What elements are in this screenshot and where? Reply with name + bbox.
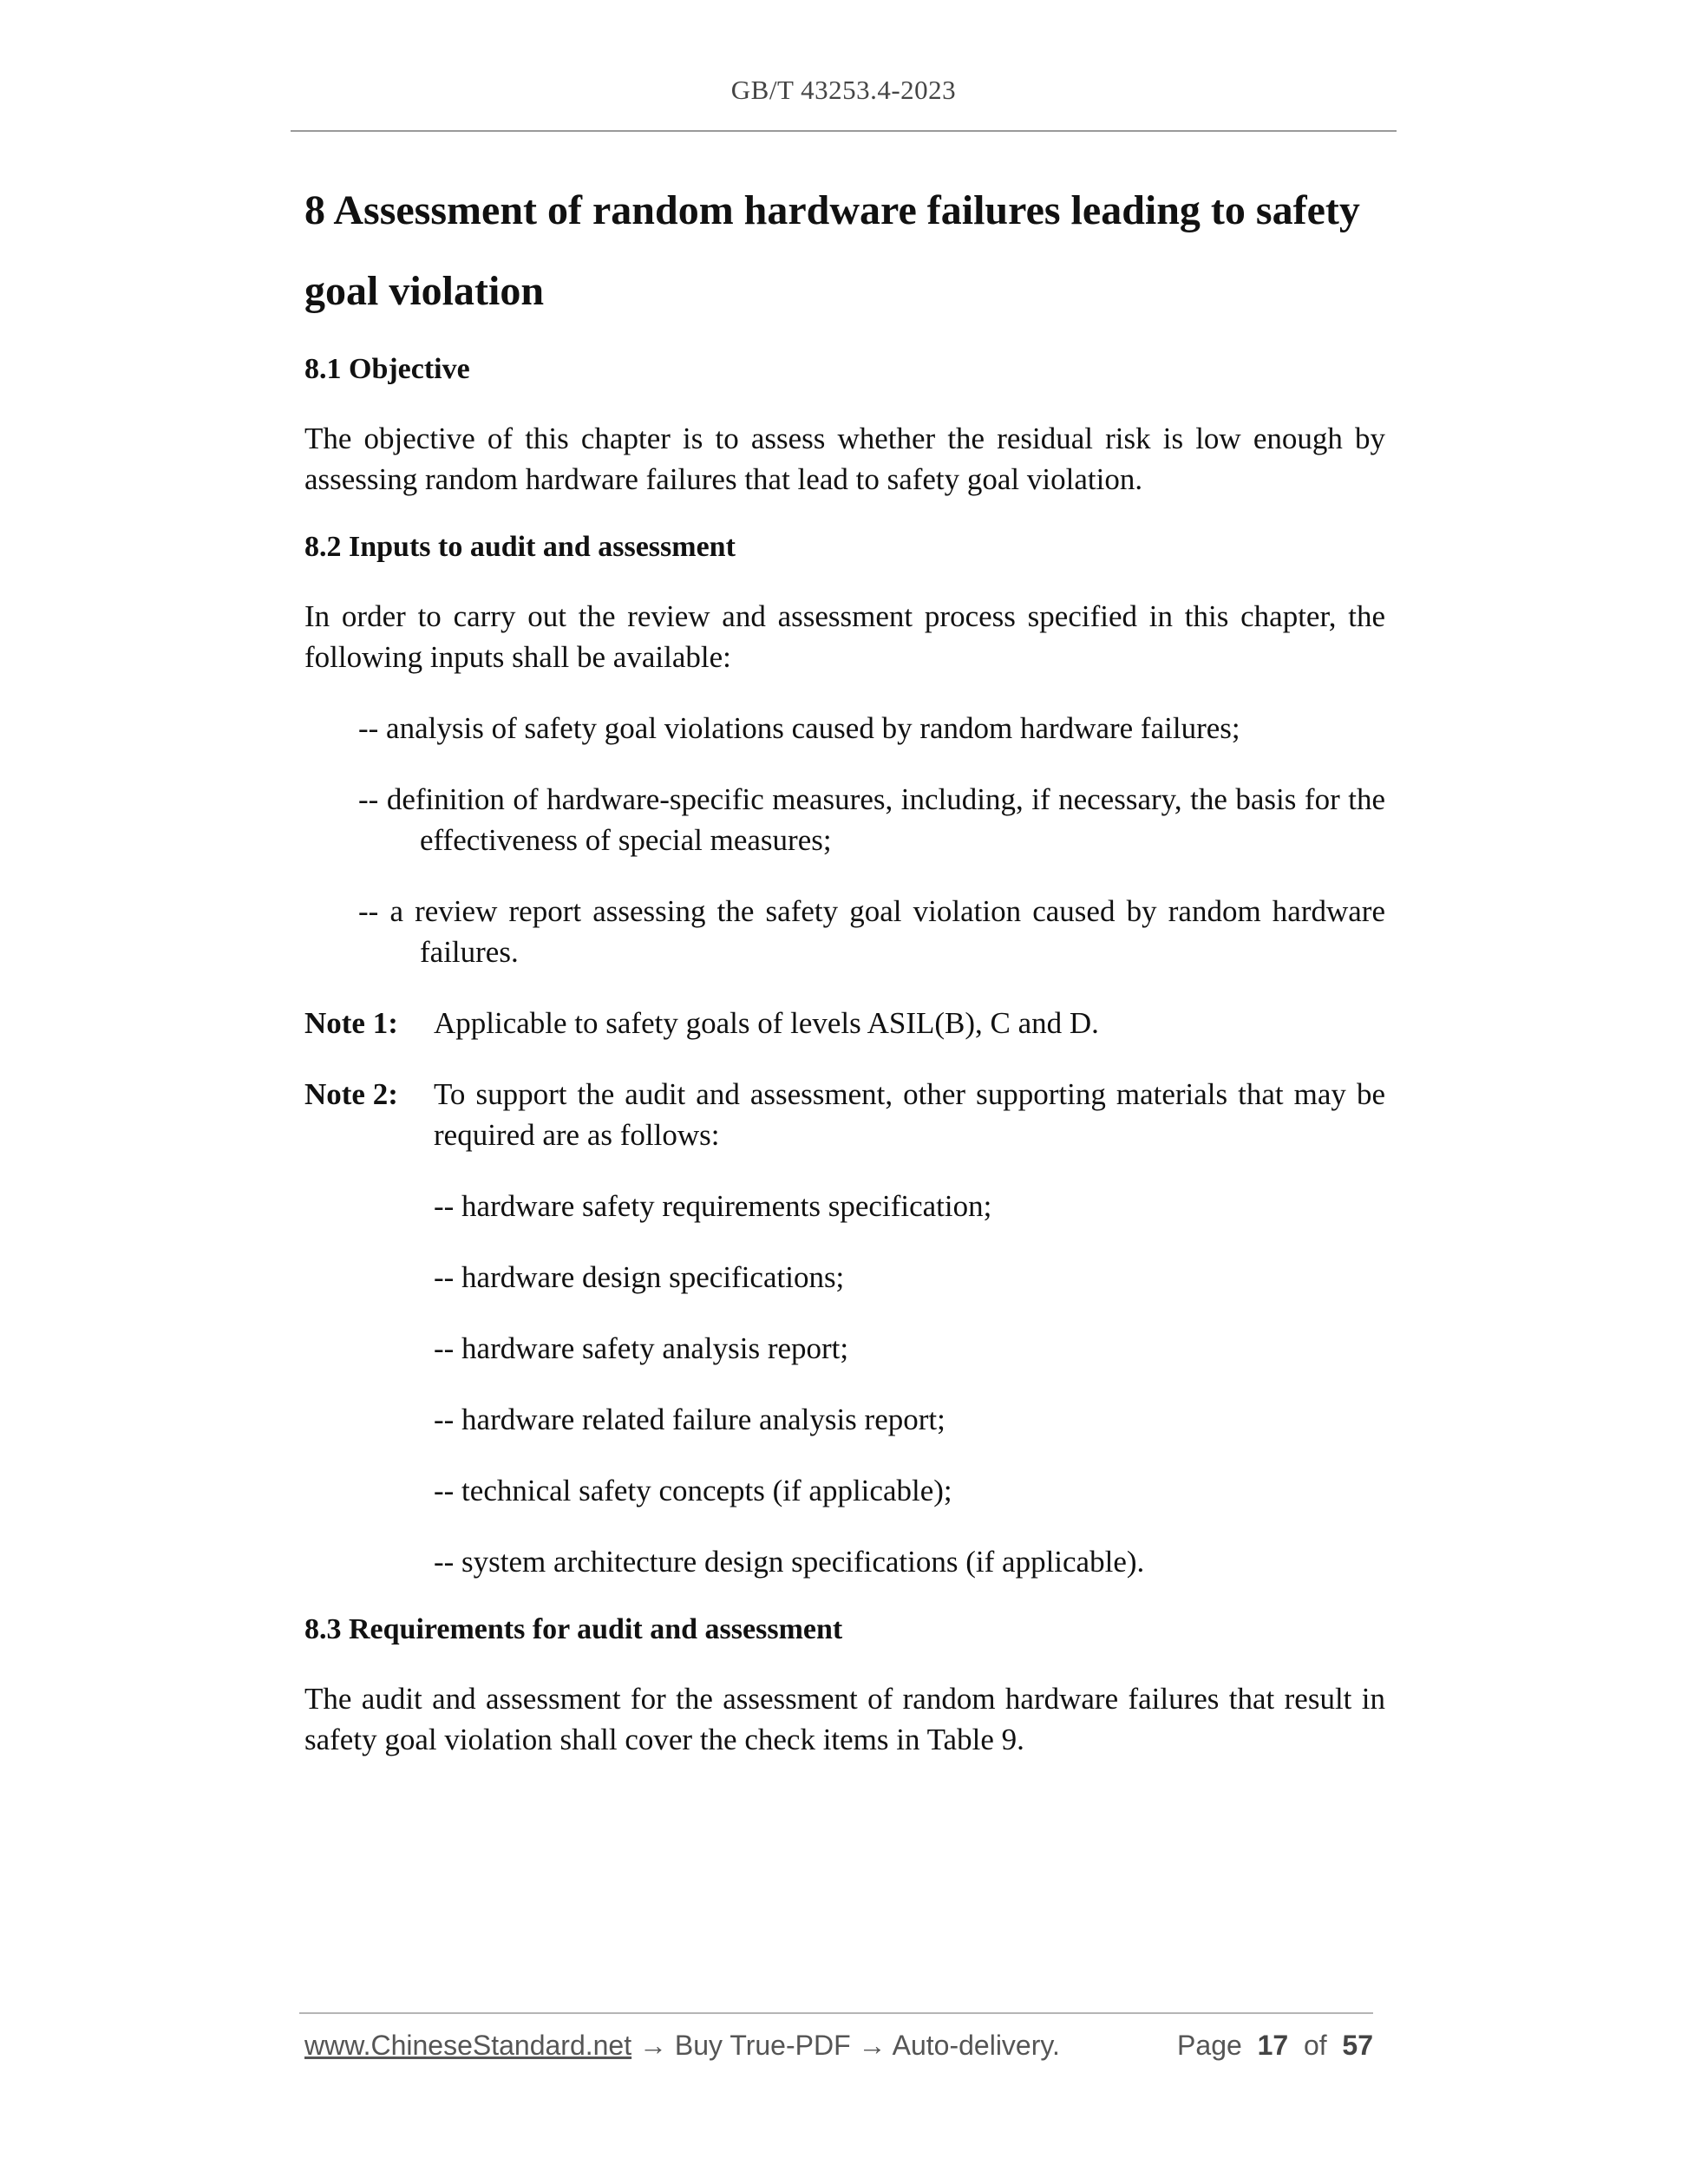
footer-divider [299, 2012, 1373, 2014]
page-current: 17 [1257, 2030, 1289, 2061]
page-label: Page [1177, 2030, 1242, 2061]
note-1 [304, 1003, 1385, 1043]
note-2-item: -- hardware design specifications; [434, 1260, 845, 1294]
section-8-title-line-1: 8 Assessment of random hardware failures leading to safety [304, 187, 1360, 233]
section-8-1-text: The objective of this chapter is to assess whether the residual risk is low enough by assessing random hardware failures that lead to safety goal violation. [304, 422, 1385, 496]
note-2 [304, 1074, 1385, 1155]
page-footer [304, 2030, 1373, 2062]
note-2-item: -- hardware related failure analysis report; [434, 1403, 945, 1436]
note-2-item: -- hardware safety analysis report; [434, 1331, 849, 1365]
header-divider [291, 130, 1397, 132]
section-8-3-text: The audit and assessment for the assessment of random hardware failures that result in safety goal violation shall cover the check items in Table 9. [304, 1682, 1385, 1756]
input-bullet-3: -- a review report assessing the safety goal violation caused by random hardware failures. [358, 894, 1385, 969]
note-2-item: -- system architecture design specifications (if applicable). [434, 1545, 1145, 1579]
note-2-text: To support the audit and assessment, other supporting materials that may be required are as follows: [434, 1077, 1385, 1152]
section-8-2-heading: 8.2 Inputs to audit and assessment [304, 531, 736, 563]
page-total: 57 [1342, 2030, 1373, 2061]
note-2-label: Note 2: [304, 1077, 398, 1111]
input-bullet-1: -- analysis of safety goal violations caused by random hardware failures; [358, 711, 1240, 745]
page-indicator [1177, 2030, 1373, 2062]
section-8-2-intro: In order to carry out the review and assessment process specified in this chapter, the following inputs shall be available: [304, 599, 1385, 674]
main-content [304, 170, 1385, 1760]
chinesestandard-link[interactable]: www.ChineseStandard.net [304, 2030, 632, 2061]
footer-tagline: → Buy True-PDF → Auto-delivery. [631, 2030, 1060, 2061]
note-1-text: Applicable to safety goals of levels ASIL(B), C and D. [434, 1006, 1099, 1040]
section-8-3-heading: 8.3 Requirements for audit and assessment [304, 1613, 843, 1645]
note-2-item: -- hardware safety requirements specification; [434, 1189, 992, 1223]
note-2-item: -- technical safety concepts (if applicable); [434, 1474, 952, 1507]
document-id-header: GB/T 43253.4-2023 [730, 75, 957, 105]
section-8-title-line-2: goal violation [304, 268, 545, 314]
input-bullet-2: -- definition of hardware-specific measures, including, if necessary, the basis for the effectiveness of special measures; [358, 782, 1385, 857]
footer-promo [304, 2030, 1060, 2062]
of-label: of [1303, 2030, 1327, 2061]
section-8-1-heading: 8.1 Objective [304, 353, 470, 385]
note-1-label: Note 1: [304, 1006, 398, 1040]
